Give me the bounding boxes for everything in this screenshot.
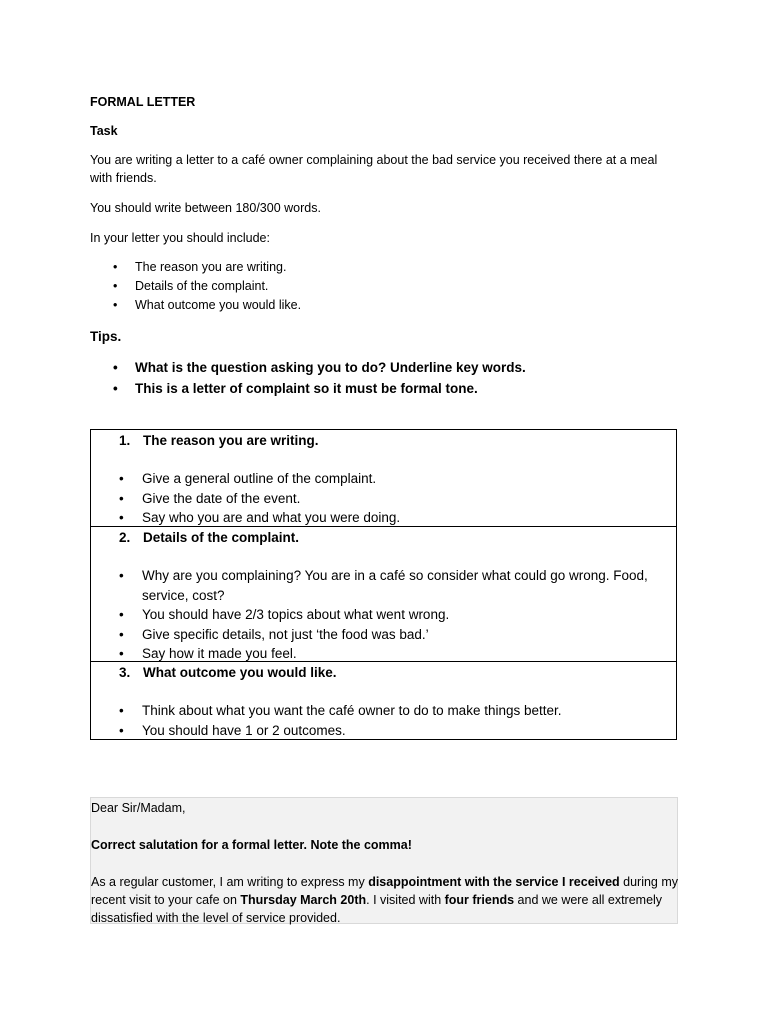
- row-heading: [91, 527, 676, 566]
- letter-salutation: Dear Sir/Madam,: [91, 801, 186, 815]
- row-items: [91, 566, 676, 664]
- list-item: • You should have 1 or 2 outcomes.: [91, 721, 676, 741]
- row-number: 1.: [119, 433, 131, 448]
- list-item: • Think about what you want the café owner to do to make things better.: [91, 701, 676, 721]
- tips-label: Tips.: [90, 329, 122, 344]
- row-title: The reason you are writing.: [143, 433, 319, 448]
- list-item: • Give specific details, not just ‘the food was bad.’: [91, 625, 676, 645]
- list-item: • What outcome you would like.: [91, 296, 651, 315]
- include-intro: In your letter you should include:: [90, 231, 270, 245]
- row-title: What outcome you would like.: [143, 665, 337, 680]
- row-heading: [91, 430, 676, 469]
- task-label: Task: [90, 124, 118, 138]
- task-text: You are writing a letter to a café owner complaining about the bad service you received there at a meal with friends.: [90, 153, 658, 185]
- row-number: 3.: [119, 665, 131, 680]
- row-items: [91, 469, 676, 528]
- list-item: • Say who you are and what you were doing.: [91, 508, 676, 528]
- list-item: • Give a general outline of the complaint.: [91, 469, 676, 489]
- list-item: • This is a letter of complaint so it must be formal tone.: [91, 378, 671, 399]
- tips-list: [91, 357, 671, 399]
- document-heading: FORMAL LETTER: [90, 95, 196, 109]
- highlight-disappointment: disappointment with the service I received: [368, 875, 620, 889]
- list-item: • The reason you are writing.: [91, 258, 651, 277]
- list-item: • Give the date of the event.: [91, 489, 676, 509]
- table-row: [91, 527, 676, 662]
- list-item: • Say how it made you feel.: [91, 644, 676, 664]
- row-items: [91, 701, 676, 740]
- list-item: • You should have 2/3 topics about what went wrong.: [91, 605, 676, 625]
- highlight-date: Thursday March 20th: [240, 893, 367, 907]
- list-item: • Why are you complaining? You are in a café so consider what could go wrong. Food, service, cost?: [91, 566, 676, 605]
- table-row: [91, 430, 676, 527]
- word-count-text: You should write between 180/300 words.: [90, 201, 321, 215]
- include-list: [91, 258, 651, 315]
- row-title: Details of the complaint.: [143, 530, 300, 545]
- list-item: • What is the question asking you to do? Underline key words.: [91, 357, 671, 378]
- example-letter-box: [90, 797, 678, 924]
- guidance-table: [90, 429, 677, 740]
- letter-paragraph: As a regular customer, I am writing to express my disappointment with the service I received during my recent visit to your cafe on Thursday March 20th. I visited with four friends and we were all extremely dissatisfied with the level of service provided.: [91, 875, 679, 925]
- row-number: 2.: [119, 530, 131, 545]
- table-row: [91, 662, 676, 739]
- row-heading: [91, 662, 676, 701]
- salutation-note: Correct salutation for a formal letter. Note the comma!: [91, 838, 412, 852]
- list-item: • Details of the complaint.: [91, 277, 651, 296]
- highlight-friends: four friends: [444, 893, 515, 907]
